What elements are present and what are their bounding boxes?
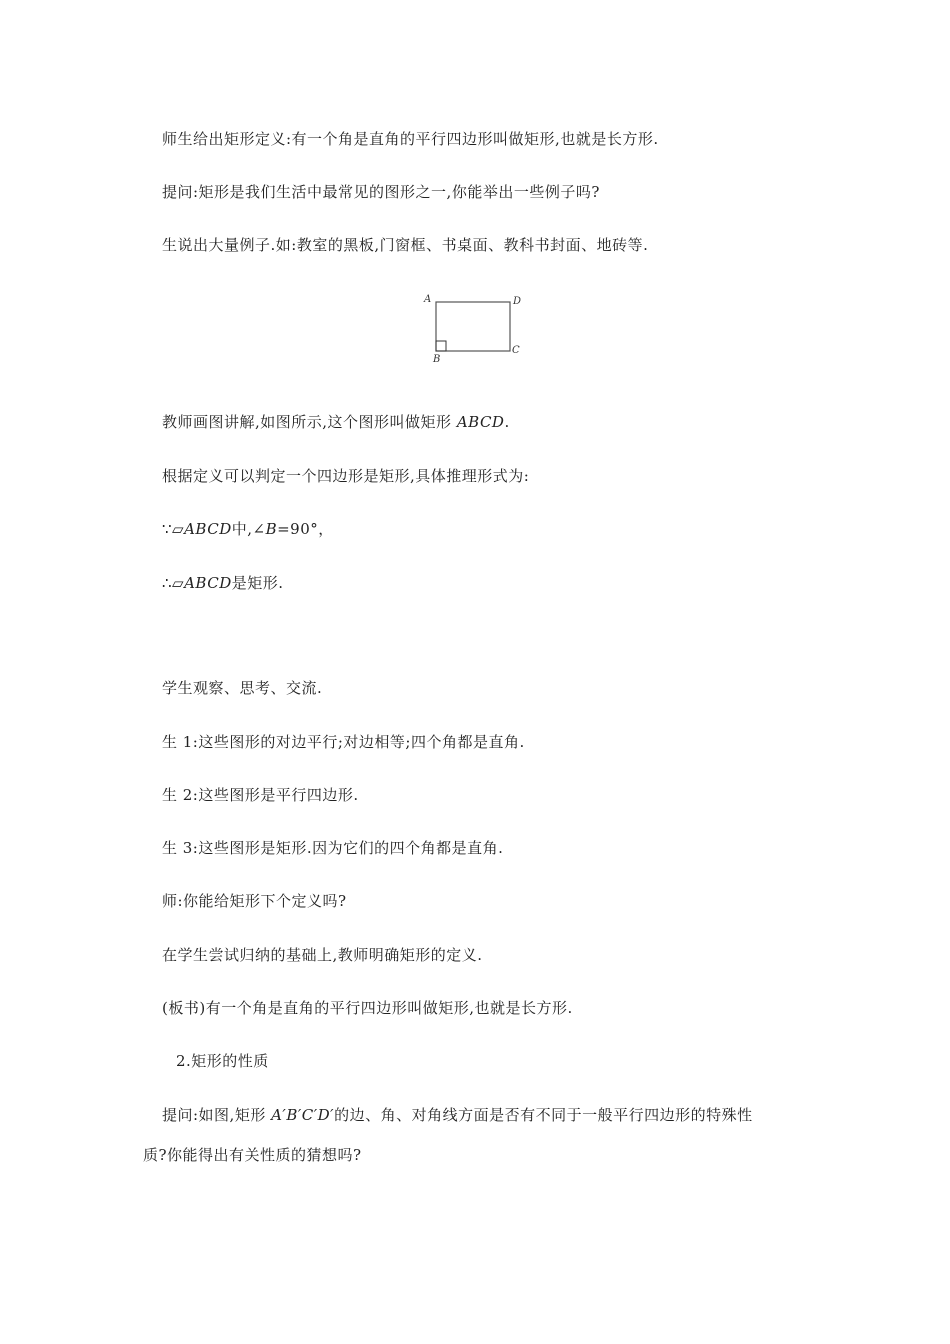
properties-question-post: 的边、角、对角线方面是否有不同于一般平行四边形的特殊性 — [334, 1106, 753, 1124]
explanation-end: . — [504, 413, 510, 431]
because-parallelogram-name: ABCD — [184, 520, 232, 538]
observe-text: 学生观察、思考、交流. — [162, 679, 323, 697]
student3-line — [162, 837, 503, 859]
rectangle-name: ABCD — [456, 413, 505, 431]
observe-line — [162, 677, 322, 699]
student1-text: 生 1:这些图形的对边平行;对边相等;四个角都是直角. — [162, 733, 525, 751]
rectangle-diagram — [420, 290, 532, 370]
angle-vertex: B — [265, 520, 278, 538]
rectangle-abcd — [436, 302, 510, 351]
properties-question-cont-text: 质?你能得出有关性质的猜想吗? — [143, 1146, 362, 1164]
board-line — [162, 997, 573, 1019]
teacher-question-line — [162, 890, 347, 912]
rectangle-prime-name: A′B′C′D′ — [271, 1106, 335, 1124]
vertex-label-c: C — [512, 345, 520, 356]
explanation-line — [162, 411, 510, 433]
summary-text: 在学生尝试归纳的基础上,教师明确矩形的定义. — [162, 946, 483, 964]
properties-question-line — [162, 1104, 753, 1126]
definition-text: 师生给出矩形定义:有一个角是直角的平行四边形叫做矩形,也就是长方形. — [162, 130, 659, 148]
therefore-conclusion: 是矩形. — [231, 574, 284, 592]
student2-line — [162, 784, 359, 806]
board-text: (板书)有一个角是直角的平行四边形叫做矩形,也就是长方形. — [162, 999, 573, 1017]
therefore-line — [162, 572, 284, 594]
vertex-label-b: B — [433, 354, 441, 365]
therefore-symbol: ∴▱ — [162, 574, 185, 592]
summary-line — [162, 944, 483, 966]
teacher-question-text: 师:你能给矩形下个定义吗? — [162, 892, 347, 910]
properties-question-pre: 提问:如图,矩形 — [162, 1106, 272, 1124]
right-angle-marker — [436, 341, 446, 351]
vertex-label-a: A — [424, 294, 432, 305]
judgment-line — [162, 465, 529, 487]
examples-text: 生说出大量例子.如:教室的黑板,门窗框、书桌面、教科书封面、地砖等. — [162, 236, 649, 254]
examples-line — [162, 234, 648, 256]
judgment-text: 根据定义可以判定一个四边形是矩形,具体推理形式为: — [162, 467, 530, 485]
angle-value: =90°， — [277, 520, 334, 538]
student1-line — [162, 731, 525, 753]
because-symbol: ∵▱ — [162, 520, 185, 538]
because-mid: 中,∠ — [231, 520, 266, 538]
properties-question-cont-line — [143, 1144, 362, 1166]
therefore-parallelogram-name: ABCD — [184, 574, 232, 592]
section-heading-text: 2.矩形的性质 — [176, 1052, 269, 1070]
rectangle-figure — [420, 290, 532, 370]
section-heading — [176, 1050, 269, 1072]
question-line — [162, 181, 600, 203]
explanation-text: 教师画图讲解,如图所示,这个图形叫做矩形 — [162, 413, 457, 431]
student3-text: 生 3:这些图形是矩形.因为它们的四个角都是直角. — [162, 839, 504, 857]
definition-line — [162, 128, 659, 150]
because-line — [162, 518, 334, 540]
question-text: 提问:矩形是我们生活中最常见的图形之一,你能举出一些例子吗? — [162, 183, 600, 201]
vertex-label-d: D — [513, 296, 522, 307]
student2-text: 生 2:这些图形是平行四边形. — [162, 786, 359, 804]
